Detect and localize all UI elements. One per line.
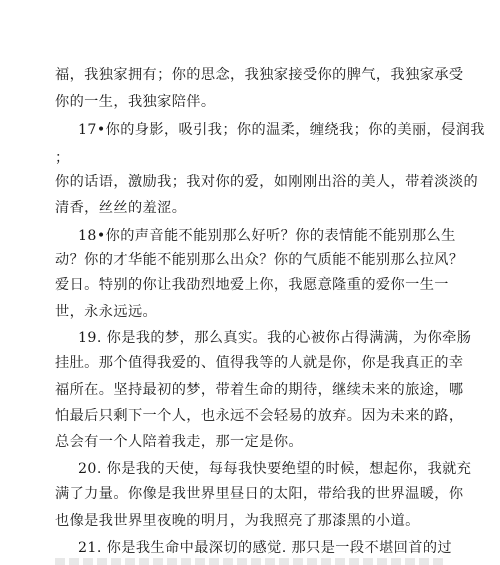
- text-line: 挂肚。那个值得我爱的、值得我等的人就是你，你是我真正的幸: [55, 355, 464, 371]
- text-line: ；: [55, 150, 70, 166]
- text-line: 也像是我世界里夜晚的明月，为我照亮了那漆黑的小道。: [55, 513, 420, 529]
- cut-off-text-line: [55, 558, 445, 565]
- text-line: 动？你的才华能不能别那么出众？你的气质能不能别那么拉风？: [55, 252, 464, 268]
- text-line: 福，我独家拥有；你的思念，我独家接受你的脾气，我独家承受: [55, 67, 464, 83]
- text-line: 总会有一个人陪着我走，那一定是你。: [55, 434, 303, 450]
- paragraph-19-start: 19. 你是我的梦，那么真实。我的心被你占得满满，为你牵肠: [78, 330, 472, 346]
- text-line: 世，永永远远。: [55, 304, 158, 320]
- paragraph-18-start: 18•你的声音能不能别那么好听？你的表情能不能别那么生: [78, 228, 456, 244]
- text-line: 怕最后只剩下一个人，也永远不会轻易的放弃。因为未来的路，: [55, 408, 464, 424]
- paragraph-20-start: 20. 你是我的天使，每每我快要绝望的时候，想起你，我就充: [78, 461, 472, 477]
- text-line: 福所在。坚持最初的梦，带着生命的期待，继续未来的旅途，哪: [55, 382, 464, 398]
- text-line: 你的话语，激励我；我对你的爱，如刚刚出浴的美人，带着淡淡的: [55, 174, 479, 190]
- text-line: 爱日。特别的你让我劭烈地爱上你，我愿意隆重的爱你一生一: [55, 277, 449, 293]
- text-line: 满了力量。你像是我世界里昼日的太阳，带给我的世界温暖，你: [55, 486, 464, 502]
- text-line: 你的一生，我独家陪伴。: [55, 94, 216, 110]
- paragraph-17-start: 17•你的身影，吸引我；你的温柔，缠绕我；你的美丽，侵润我: [78, 122, 485, 138]
- text-line: 清香，丝丝的羞涩。: [55, 200, 187, 216]
- paragraph-21-start: 21. 你是我生命中最深切的感觉. 那只是一段不堪回首的过: [78, 540, 453, 556]
